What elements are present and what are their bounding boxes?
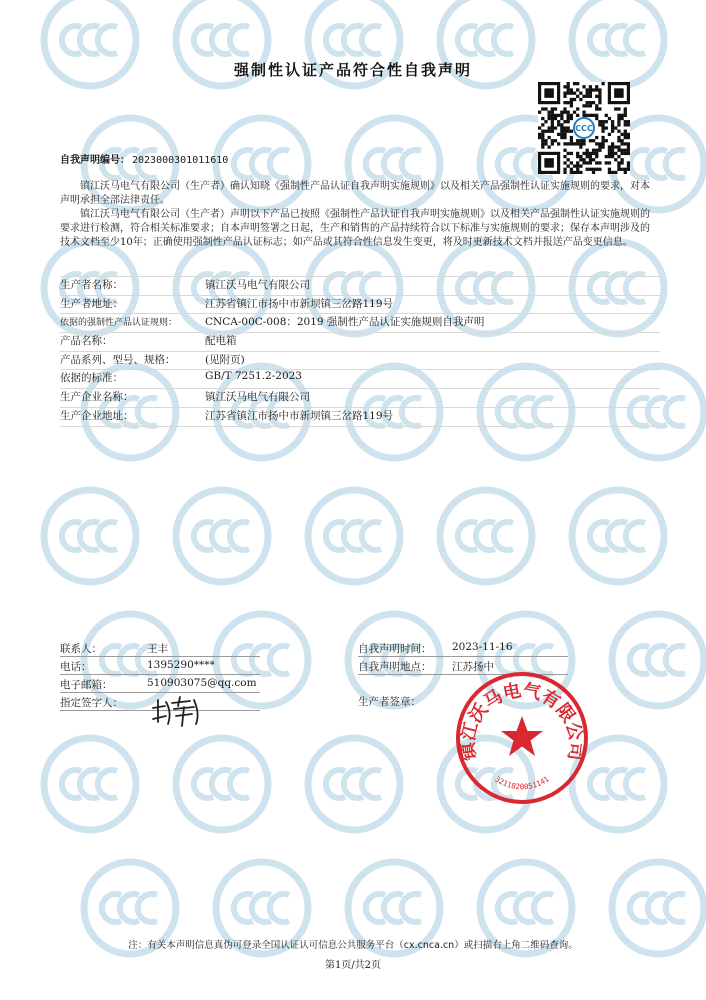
footer-note: 注：有关本声明信息真伪可登录全国认证认可信息公共服务平台（cx.cnca.cn）或扫描右上角二维码查询。: [128, 940, 578, 951]
info-row: [60, 333, 660, 351]
info-label: 生产者名称：: [60, 279, 123, 291]
handwritten-signature: [150, 694, 210, 728]
product-info-table: [60, 276, 660, 427]
divider: [60, 674, 260, 675]
statement-text: 镇江沃马电气有限公司（生产者）声明以下产品已按照《强制性产品认证自我声明实施规则》以及相关产品强制性认证实施规则的要求进行检测，符合相关标准要求；自本声明签署之日起，生产和销售的产品持续符合以下标准与实施规则的要求；保存本声明涉及的技术文档至少10年；正确使用强制性产品认证标志；如产品或其符合性信息发生变更，将及时更新技术文档并报送产品变更信息。: [60, 209, 650, 248]
declaration-number-value: 2023000301011610: [132, 155, 229, 166]
info-label: 生产企业地址：: [60, 409, 134, 422]
statement-paragraph-2: [60, 208, 650, 250]
info-row: [60, 314, 660, 332]
divider: [60, 656, 260, 657]
email-label: 电子邮箱：: [60, 679, 113, 691]
info-value: 配电箱: [205, 335, 237, 348]
info-label: 产品系列、型号、规格：: [60, 353, 176, 366]
declaration-time-label: 自我声明时间：: [358, 643, 432, 655]
info-value: (见附页): [205, 353, 245, 366]
info-value: 江苏省镇江市扬中市新坝镇三岔路119号: [205, 409, 394, 422]
info-label: 生产企业名称：: [60, 391, 134, 404]
info-value: 镇江沃马电气有限公司: [205, 391, 310, 404]
declaration-place-label: 自我声明地点：: [358, 661, 432, 673]
producer-signature-label: 生产者签章：: [358, 696, 421, 708]
info-row: [60, 296, 660, 314]
watermark-ccc-icon: [440, 490, 532, 582]
info-row: [60, 370, 660, 388]
divider: [60, 426, 660, 427]
info-label: 依据的标准：: [60, 372, 123, 385]
svg-text:镇江沃马电气有限公司: 镇江沃马电气有限公司: [457, 680, 587, 762]
company-seal: [454, 670, 590, 806]
watermark-ccc-icon: [612, 614, 704, 706]
watermark-ccc-icon: [308, 738, 400, 830]
email-value: 510903075@qq.com: [147, 677, 257, 689]
divider: [60, 692, 260, 693]
info-value: 江苏省镇江市扬中市新坝镇三岔路119号: [205, 297, 394, 310]
watermark-ccc-icon: [572, 490, 664, 582]
info-row: [60, 352, 660, 370]
watermark-ccc-icon: [176, 490, 268, 582]
info-row: [60, 389, 660, 407]
watermark-ccc-icon: [44, 490, 136, 582]
watermark-ccc-icon: [176, 738, 268, 830]
info-label: 依据的强制性产品认证规则：: [60, 318, 178, 329]
watermark-ccc-icon: [44, 738, 136, 830]
divider: [358, 656, 568, 657]
declaration-number: [60, 151, 228, 166]
info-label: 产品名称：: [60, 335, 113, 348]
statement-text: 镇江沃马电气有限公司（生产者）确认知晓《强制性产品认证自我声明实施规则》以及相关产品强制性认证实施规则的要求，对本声明承担全部法律责任。: [60, 181, 650, 206]
signer-label: 指定签字人：: [60, 697, 123, 709]
contact-person-label: 联系人：: [60, 643, 102, 655]
declaration-place-value: 江苏扬中: [452, 661, 494, 673]
statement-paragraph-1: [60, 180, 650, 208]
declaration-time-value: 2023-11-16: [452, 641, 513, 653]
info-value: GB/T 7251.2-2023: [205, 370, 302, 383]
contact-person-value: 王丰: [147, 643, 168, 655]
phone-label: 电话：: [60, 661, 92, 673]
phone-value: 1395290****: [147, 659, 215, 671]
declaration-number-label: 自我声明编号：: [60, 155, 130, 166]
watermark-ccc-icon: [308, 490, 400, 582]
page-title: 强制性认证产品符合性自我声明: [233, 61, 472, 79]
info-value: CNCA-00C-008：2019 强制性产品认证实施规则自我声明: [205, 316, 485, 329]
info-label: 生产者地址：: [60, 297, 123, 310]
info-value: 镇江沃马电气有限公司: [205, 279, 310, 291]
info-row: [60, 408, 660, 426]
svg-text:CCC: CCC: [575, 124, 593, 133]
page-number: 第1页/共2页: [324, 960, 382, 971]
qr-code-icon[interactable]: [538, 82, 630, 174]
svg-text:3211820051141: 3211820051141: [493, 774, 551, 792]
info-row: [60, 277, 660, 295]
